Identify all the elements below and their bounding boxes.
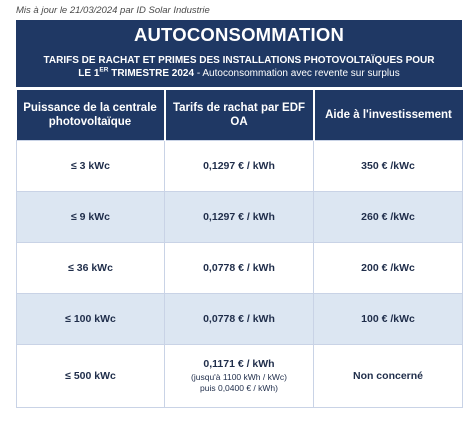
tariff-table	[16, 90, 463, 408]
cell-aid: 100 € /kWc	[314, 294, 463, 345]
cell-tariff: 0,1297 € / kWh	[165, 192, 314, 243]
cell-aid: 350 € /kWc	[314, 141, 463, 192]
banner-subtitle-line2	[16, 68, 462, 79]
title-banner	[16, 20, 462, 87]
table-row	[17, 345, 463, 408]
header-aid: Aide à l'investissement	[314, 90, 463, 141]
table-row	[17, 294, 463, 345]
cell-power: ≤ 3 kWc	[17, 141, 165, 192]
cell-tariff: 0,1297 € / kWh	[165, 141, 314, 192]
cell-power: ≤ 500 kWc	[17, 345, 165, 408]
banner-line2-prefix: LE 1	[78, 68, 100, 79]
cell-aid: Non concerné	[314, 345, 463, 408]
cell-tariff: 0,0778 € / kWh	[165, 294, 314, 345]
cell-tariff-main: 0,1171 € / kWh	[203, 357, 275, 370]
banner-line2-rest: - Autoconsommation avec revente sur surplus	[194, 68, 400, 79]
cell-tariff	[165, 345, 314, 408]
table-header-row	[17, 90, 463, 141]
cell-power: ≤ 100 kWc	[17, 294, 165, 345]
update-note: Mis à jour le 21/03/2024 par ID Solar Industrie	[16, 5, 210, 16]
header-tariff: Tarifs de rachat par EDF OA	[165, 90, 314, 141]
page-title: AUTOCONSOMMATION	[133, 24, 345, 45]
cell-tariff-note2: puis 0,0400 € / kWh)	[200, 383, 278, 393]
cell-power: ≤ 36 kWc	[17, 243, 165, 294]
table-row	[17, 192, 463, 243]
cell-power: ≤ 9 kWc	[17, 192, 165, 243]
cell-tariff-note1: (jusqu'à 1100 kWh / kWc)	[191, 371, 287, 382]
banner-subtitle-line1: TARIFS DE RACHAT ET PRIMES DES INSTALLATIONS PHOTOVOLTAÏQUES POUR	[43, 55, 435, 66]
cell-aid: 200 € /kWc	[314, 243, 463, 294]
table-row	[17, 141, 463, 192]
table-row	[17, 243, 463, 294]
banner-line2-quarter: TRIMESTRE 2024	[108, 68, 195, 79]
banner-line2-superscript: ER	[99, 66, 109, 74]
cell-tariff: 0,0778 € / kWh	[165, 243, 314, 294]
header-power: Puissance de la centrale photovoltaïque	[17, 90, 165, 141]
cell-aid: 260 € /kWc	[314, 192, 463, 243]
